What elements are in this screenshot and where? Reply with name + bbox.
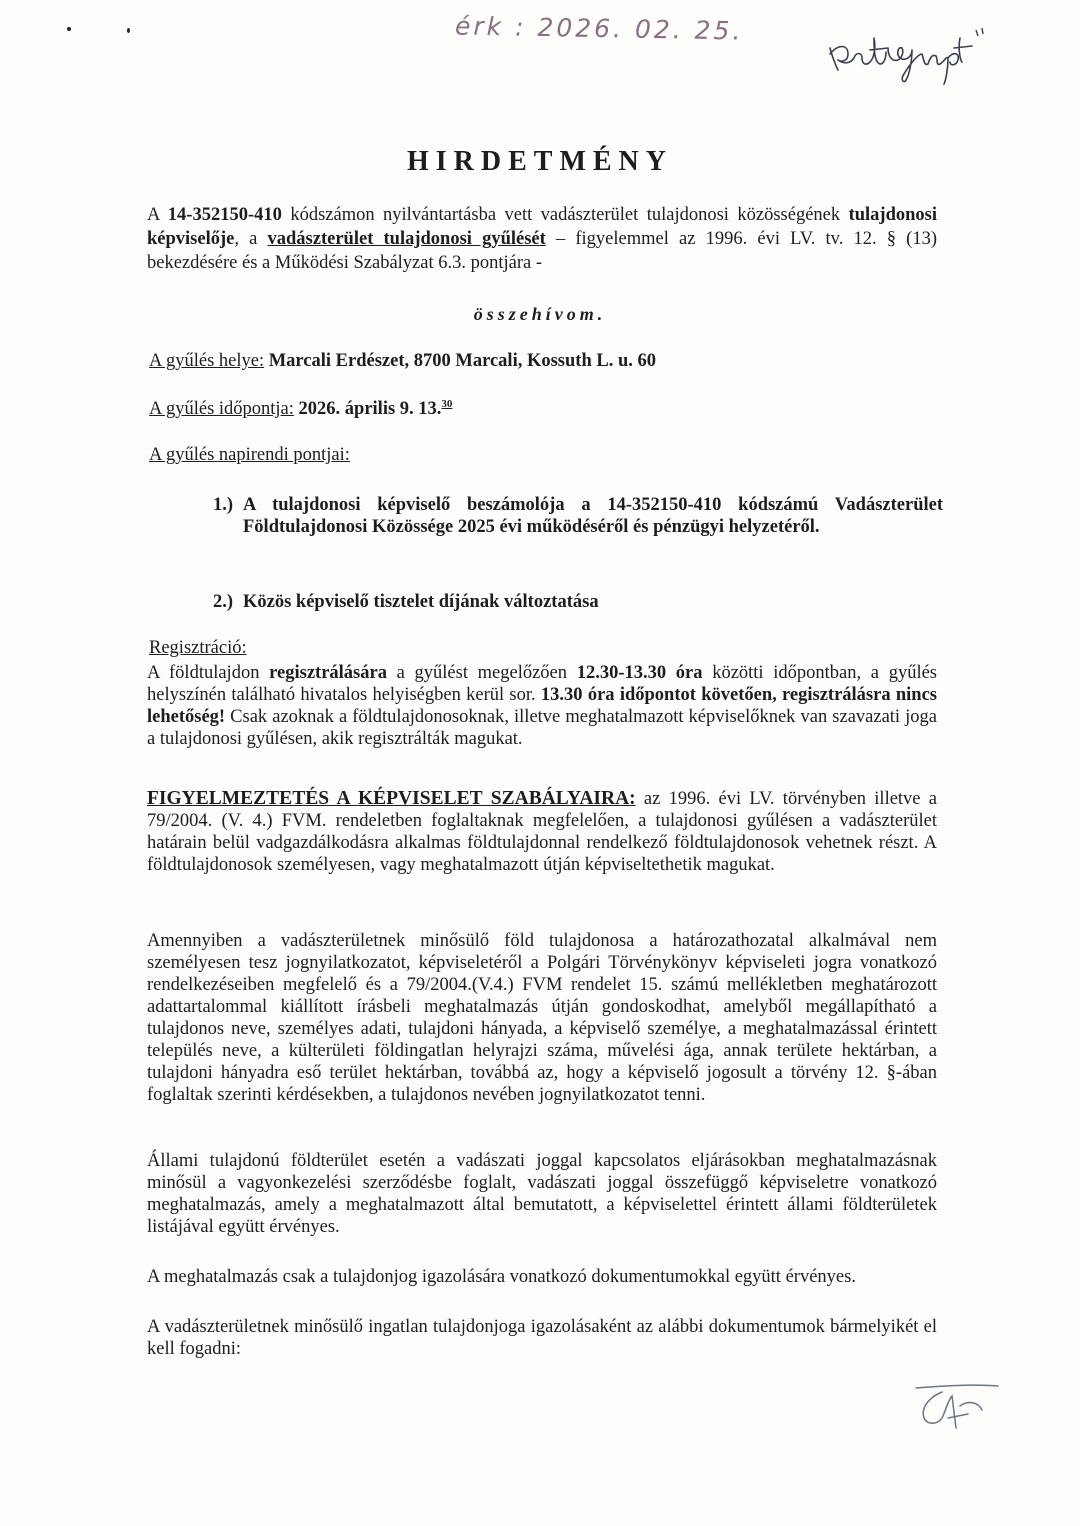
- registration-text: A földtulajdon: [147, 663, 270, 683]
- agenda-number: 2.): [213, 592, 234, 612]
- state-land-paragraph: Állami tulajdonú földterület esetén a vadászati joggal kapcsolatos eljárásokban meghatalmazásnak minősül a vagyonkezelési szerződésbe foglalt, vadászati joggal összefüggő képviseletre vonatkozó meghatalmazás, amely a meghatalmazott által bemutatott, a képviselettel érintett állami földterületek listájával együtt érvényes.: [147, 1151, 937, 1237]
- intro-text: A: [147, 205, 168, 225]
- place-label: A gyűlés helye:: [149, 351, 265, 371]
- agenda-label-text: A gyűlés napirendi pontjai:: [149, 445, 350, 465]
- agenda-item: [213, 494, 943, 538]
- convene-statement: összehívom.: [473, 304, 607, 324]
- proxy-paragraph: Amennyiben a vadászterületnek minősülő föld tulajdonosa a határozathozatal alkalmával nem személyesen tesz jognyilatkozatot, képviseletéről a Polgári Törvénykönyv képviseleti jogra vonatkozó rendelkezéseiben megfelelő és a 79/2004.(V.4.) FVM rendelet 15. számú mellékletben meghatározott adattartalommal kiállított írásbeli meghatalmazás útján gondoskodhat, amelyből megállapítható a tulajdonos neve, személyes adati, tulajdoni hányada, a képviselő személye, a meghatalmazással érintett település neve, a külterületi földingatlan helyrajzi száma, művelési ága, annak területe hektárban, a tulajdoni hányadra eső terület hektárban, továbbá az, hogy a képviselő jogosult a törvény 12. §-ában foglaltak szerinti kérdésekben, a tulajdonos nevében jognyilatkozatot tenni.: [147, 931, 937, 1105]
- warning-paragraph: [147, 788, 937, 876]
- time-label: A gyűlés időpontja:: [149, 399, 294, 420]
- meeting-place: [149, 351, 656, 372]
- warning-text: az 1996. évi LV. törvényben illetve a 79/2004. (V. 4.) FVM. rendeletben foglaltaknak megfelelően, a tulajdonosi gyűlésen a vadászterület határain belül vadgazdálkodásra alkalmas földtulajdonnal rendelkező földtulajdonosok vehetnek részt. A földtulajdonosok személyesen, vagy meghatalmazott útján képviseltethetik magukat.: [147, 789, 937, 875]
- intro-text: – figyelemmel az 1996. évi LV. tv. 12. § (13) bekezdésére és a Működési Szabályzat 6.3. pontjára -: [147, 229, 937, 273]
- registration-label: [149, 638, 247, 659]
- document-title: HIRDETMÉNY: [406, 146, 673, 177]
- handwritten-signature: [826, 18, 1006, 88]
- registration-paragraph: [147, 662, 937, 750]
- warning-heading: FIGYELMEZTETÉS A KÉPVISELET SZABÁLYAIRA:: [147, 788, 636, 809]
- time-minutes: 30: [441, 398, 453, 410]
- place-value: Marcali Erdészet, 8700 Marcali, Kossuth L. u. 60: [268, 351, 656, 371]
- agenda-item: [213, 591, 943, 613]
- area-code: 14-352150-410: [167, 205, 282, 225]
- registration-deadline: 13.30 óra időpontot követően, regisztrálásra nincs lehetőség!: [147, 685, 938, 727]
- handwritten-received-date: érk : 2026. 02. 25.: [454, 11, 744, 46]
- scan-dot: [127, 28, 130, 33]
- documents-paragraph: A vadászterületnek minősülő ingatlan tulajdonjoga igazolásaként az alábbi dokumentumok bármelyikét el kell fogadni:: [147, 1317, 937, 1359]
- agenda-text: Közös képviselő tisztelet díjának változtatása: [243, 592, 599, 612]
- agenda-number: 1.): [213, 495, 234, 515]
- intro-text: kódszámon nyilvántartásba vett vadászterület tulajdonosi közösségének: [281, 205, 849, 225]
- handwritten-initials: [912, 1378, 1002, 1448]
- registration-bold: regisztrálására: [269, 663, 387, 683]
- intro-text: , a: [234, 229, 268, 249]
- intro-paragraph: [147, 203, 937, 275]
- registration-label-text: Regisztráció:: [149, 638, 247, 658]
- time-value: 2026. április 9. 13.: [298, 399, 442, 420]
- agenda-text: A tulajdonosi képviselő beszámolója a 14-352150-410 kódszámú Vadászterület Földtulajdonosi Közössége 2025 évi működéséről és pénzügyi helyzetéről.: [243, 495, 943, 537]
- scan-dot: [67, 27, 71, 31]
- registration-text: a gyűlést megelőzően: [386, 663, 577, 683]
- meeting-name: vadászterület tulajdonosi gyűlését: [267, 229, 546, 249]
- representative-label: tulajdonosi képviselője: [147, 205, 937, 249]
- registration-text: közötti időpontban, a gyűlés helyszínén található hivatalos helyiségben kerül sor.: [147, 663, 937, 705]
- registration-text: Csak azoknak a földtulajdonosoknak, illetve meghatalmazott képviselőknek van szavazati joga a tulajdonosi gyűlésen, akik regisztrálták magukat.: [147, 707, 937, 749]
- validity-paragraph: A meghatalmazás csak a tulajdonjog igazolására vonatkozó dokumentumokkal együtt érvényes.: [147, 1267, 856, 1287]
- registration-hours: 12.30-13.30 óra: [576, 663, 703, 683]
- agenda-label: [149, 445, 350, 466]
- meeting-time: [149, 398, 452, 420]
